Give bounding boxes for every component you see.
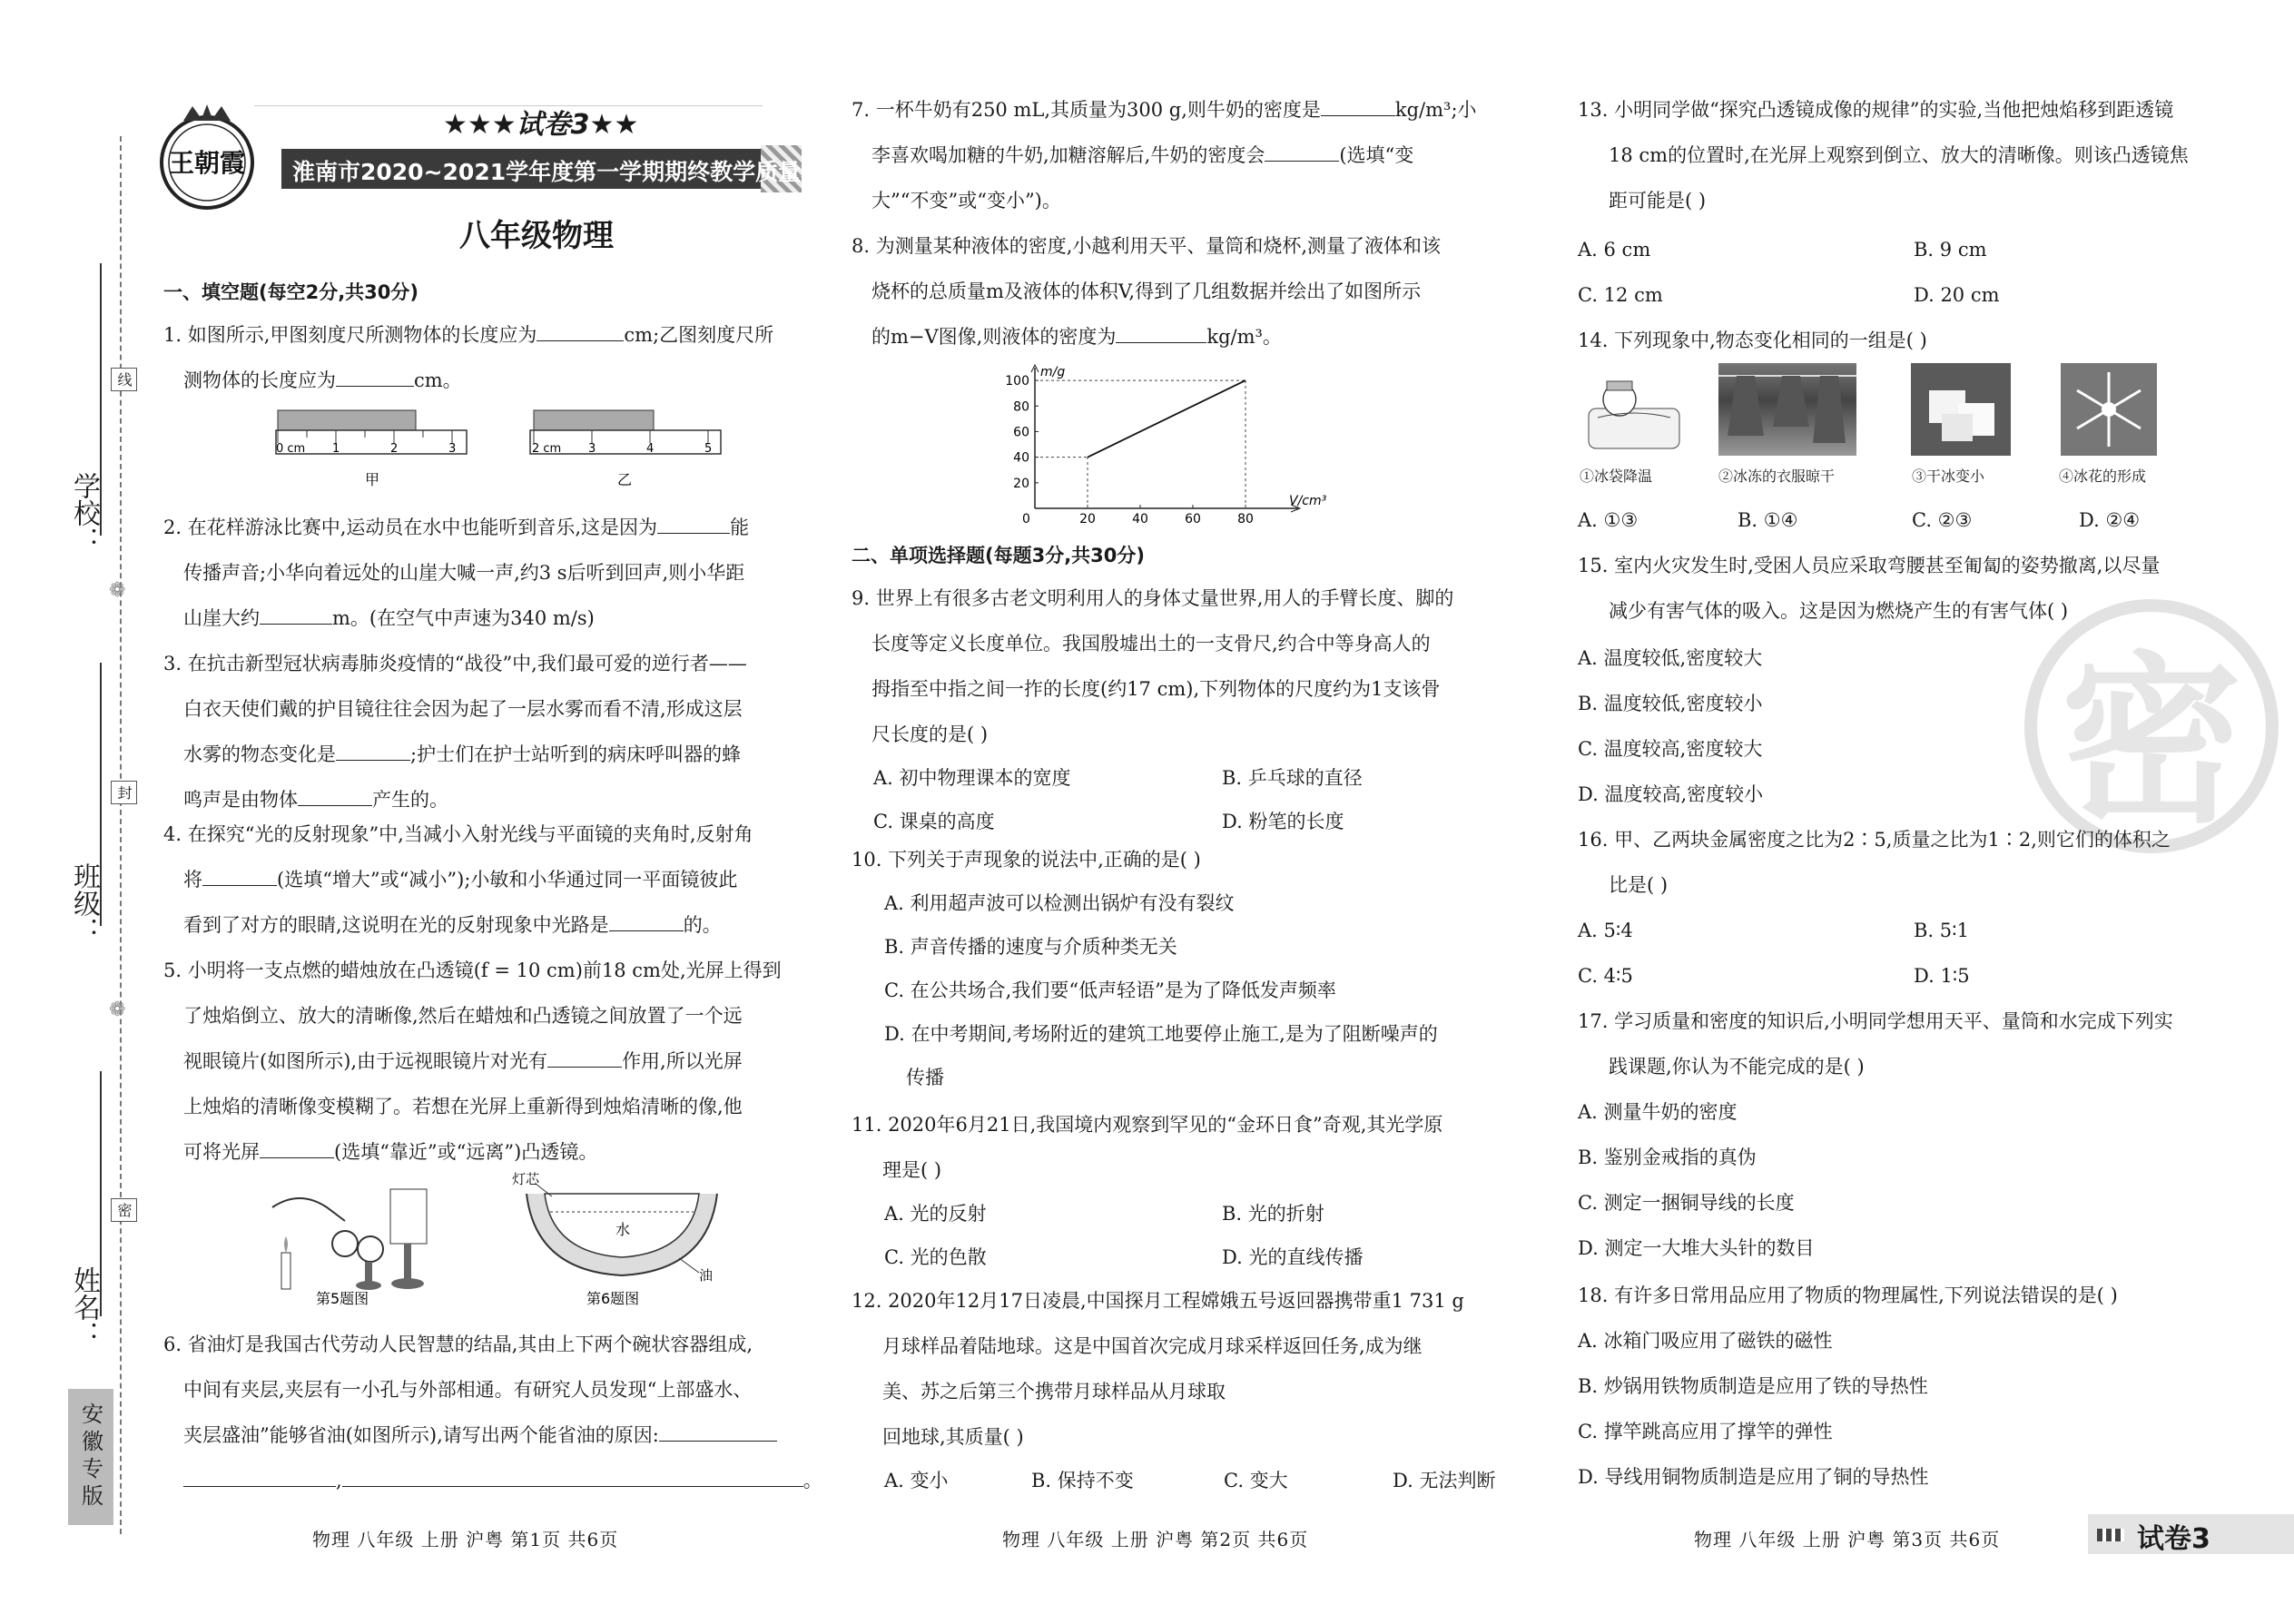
q9-option-a[interactable]: A. 初中物理课本的宽度 bbox=[873, 767, 1071, 789]
chart-x-tick-label: 60 bbox=[1185, 512, 1201, 527]
q14-caption-4: ④冰花的形成 bbox=[2059, 468, 2147, 485]
q12-option-d[interactable]: D. 无法判断 bbox=[1393, 1470, 1496, 1491]
q15-option-d[interactable]: D. 温度较高,密度较小 bbox=[1578, 783, 1764, 805]
answer-blank[interactable] bbox=[537, 320, 624, 341]
question-7: 7. 一杯牛奶有250 mL,其质量为300 g,则牛奶的密度是 kg/m³;小 李喜欢喝加糖的牛奶,加糖溶解后,牛奶的密度会 (选填“变 大”“不变”或“变小”)。 bbox=[852, 87, 1477, 223]
q11-option-c[interactable]: C. 光的色散 bbox=[884, 1246, 987, 1268]
section-choice-title: 二、单项选择题(每题3分,共30分) bbox=[852, 545, 1146, 566]
answer-blank[interactable] bbox=[1321, 95, 1395, 116]
chart-x-tick-label: 40 bbox=[1132, 512, 1148, 527]
exam-title: 淮南市2020~2021学年度第一学期期终教学质量检测试卷 bbox=[292, 159, 892, 185]
q18-option-c[interactable]: C. 撑竿跳高应用了撑竿的弹性 bbox=[1578, 1421, 1833, 1442]
fig6-wick-label: 灯芯 bbox=[512, 1171, 540, 1187]
q16-option-a[interactable]: A. 5∶4 bbox=[1578, 920, 1633, 941]
question-6: 6. 省油灯是我国古代劳动人民智慧的结晶,其由上下两个碗状容器组成, 中间有夹层,夹层有一小孔与外部相通。有研究人员发现“上部盛水、 夹层盛油”能够省油(如图所示),请写出两个能省油的原因: , 。 bbox=[163, 1334, 822, 1491]
edition-badge bbox=[68, 1389, 113, 1525]
figure-caption: 第6题图 bbox=[586, 1290, 640, 1307]
figure-6 bbox=[508, 1171, 735, 1311]
answer-blank[interactable] bbox=[1116, 322, 1206, 343]
ruler-tick: 4 bbox=[646, 442, 655, 456]
question-13: 13. 小明同学做“探究凸透镜成像的规律”的实验,当他把烛焰移到距透镜 18 cm的位置时,在光屏上观察到倒立、放大的清晰像。则该凸透镜焦 距可能是( ) bbox=[1578, 99, 2189, 212]
question-11: 11. 2020年6月21日,我国境内观察到罕见的“金环日食”奇观,其光学原 理是( ) bbox=[852, 1114, 1443, 1181]
q18-option-a[interactable]: A. 冰箱门吸应用了磁铁的磁性 bbox=[1578, 1330, 1833, 1352]
question-3: 3. 在抗击新型冠状病毒肺炎疫情的“战役”中,我们最可爱的逆行者—— 白衣天使们戴的护目镜往往会因为起了一层水雾而看不清,形成这层 水雾的物态变化是 ;护士们在护士站听到的病床呼叫器的蜂 鸣声是由物体 产生的。 bbox=[163, 653, 747, 811]
footer-page-3: 物理 八年级 上册 沪粤 第3页 共6页 bbox=[1694, 1529, 2001, 1550]
q14-option-d[interactable]: D. ②④ bbox=[2079, 509, 2141, 531]
answer-blank[interactable] bbox=[336, 740, 410, 761]
answer-blank[interactable] bbox=[298, 785, 372, 806]
chart-origin: 0 bbox=[1022, 512, 1030, 527]
q14-caption-1: ①冰袋降温 bbox=[1580, 468, 1653, 485]
brand-name: 王朝霞 bbox=[168, 148, 246, 178]
answer-blank[interactable] bbox=[260, 604, 332, 625]
question-12: 12. 2020年12月17日凌晨,中国探月工程嫦娥五号返回器携带重1 731 g 月球样品着陆地球。这是中国首次完成月球采样返回任务,成为继 美、苏之后第三个携带月球样品从月球取 回地球,其质量( ) bbox=[852, 1290, 1464, 1448]
q9-option-d[interactable]: D. 粉笔的长度 bbox=[1222, 811, 1344, 832]
q10-option-a[interactable]: A. 利用超声波可以检测出锅炉有没有裂纹 bbox=[884, 892, 1235, 914]
chart-series-line bbox=[1088, 380, 1245, 458]
q14-picture-2 bbox=[1718, 363, 1856, 456]
answer-blank[interactable] bbox=[659, 1421, 777, 1442]
answer-blank[interactable] bbox=[183, 1466, 336, 1487]
q13-option-a[interactable]: A. 6 cm bbox=[1578, 239, 1651, 261]
question-2: 2. 在花样游泳比赛中,运动员在水中也能听到音乐,这是因为 能 传播声音;小华向着远处的山崖大喊一声,约3 s后听到回声,则小华距 山崖大约 m。(在空气中声速为340 m/s) bbox=[163, 505, 749, 641]
q9-option-b[interactable]: B. 乒乓球的直径 bbox=[1222, 767, 1363, 789]
q14-caption-3: ③干冰变小 bbox=[1912, 468, 1985, 485]
class-label: 班级： bbox=[68, 862, 100, 944]
figure-label: 甲 bbox=[365, 471, 380, 488]
seal-seal-mark: 封 bbox=[111, 781, 137, 804]
q14-picture-4 bbox=[2061, 363, 2157, 456]
q14-caption-2: ②冰冻的衣服晾干 bbox=[1718, 468, 1836, 485]
watermark-char: 密 bbox=[2060, 635, 2242, 848]
ruler-tick: 2 cm bbox=[532, 442, 562, 456]
q17-option-a[interactable]: A. 测量牛奶的密度 bbox=[1578, 1101, 1738, 1123]
answer-blank[interactable] bbox=[260, 1137, 334, 1158]
question-16: 16. 甲、乙两块金属密度之比为2∶5,质量之比为1∶2,则它们的体积之 比是( ) bbox=[1578, 829, 2171, 896]
binding-line bbox=[120, 136, 122, 1534]
q12-option-a[interactable]: A. 变小 bbox=[884, 1470, 949, 1491]
q16-option-b[interactable]: B. 5∶1 bbox=[1914, 920, 1969, 941]
question-18: 18. 有许多日常用品应用了物质的物理属性,下列说法错误的是( ) bbox=[1578, 1284, 2118, 1306]
q15-option-b[interactable]: B. 温度较低,密度较小 bbox=[1578, 693, 1763, 714]
chart-y-tick-label: 60 bbox=[1013, 425, 1029, 440]
q17-option-d[interactable]: D. 测定一大堆大头针的数目 bbox=[1578, 1237, 1815, 1259]
edition-label: 安徽专版 bbox=[77, 1403, 103, 1511]
name-label: 姓名： bbox=[68, 1266, 100, 1348]
q14-option-b[interactable]: B. ①④ bbox=[1738, 509, 1798, 531]
question-4: 4. 在探究“光的反射现象”中,当减小入射光线与平面镜的夹角时,反射角 将 (选填“增大”或“减小”);小敏和小华通过同一平面镜彼此 看到了对方的眼睛,这说明在光的反射现象中光路是 的。 bbox=[163, 823, 753, 936]
ruler-figure-a bbox=[272, 407, 472, 501]
q10-option-d[interactable]: D. 在中考期间,考场附近的建筑工地要停止施工,是为了阻断噪声的 bbox=[884, 1023, 1438, 1045]
chart-y-label: m/g bbox=[1040, 365, 1066, 379]
ruler-tick: 1 bbox=[332, 442, 340, 456]
ruler-tick: 2 bbox=[390, 442, 399, 456]
question-15: 15. 室内火灾发生时,受困人员应采取弯腰甚至匍匐的姿势撤离,以尽量 减少有害气体的吸入。这是因为燃烧产生的有害气体( ) bbox=[1578, 555, 2161, 622]
q16-option-d[interactable]: D. 1∶5 bbox=[1914, 965, 1970, 987]
flower-icon: ❁ bbox=[109, 579, 126, 602]
ruler-tick: 0 cm bbox=[276, 442, 306, 456]
figure-5 bbox=[263, 1171, 445, 1311]
q10-option-b[interactable]: B. 声音传播的速度与介质种类无关 bbox=[884, 936, 1177, 958]
question-14: 14. 下列现象中,物态变化相同的一组是( ) bbox=[1578, 330, 1927, 351]
q11-option-d[interactable]: D. 光的直线传播 bbox=[1222, 1246, 1364, 1268]
seal-secret-mark: 密 bbox=[111, 1198, 137, 1222]
chart-y-tick-label: 100 bbox=[1005, 374, 1029, 389]
answer-blank[interactable] bbox=[1265, 141, 1339, 162]
chart-y-tick-label: 20 bbox=[1013, 476, 1029, 491]
chart-y-tick-label: 80 bbox=[1013, 399, 1029, 415]
fig6-water-label: 水 bbox=[615, 1221, 631, 1238]
q15-option-a[interactable]: A. 温度较低,密度较大 bbox=[1578, 647, 1763, 669]
brand-logo bbox=[156, 104, 258, 215]
q14-option-a[interactable]: A. ①③ bbox=[1578, 509, 1639, 531]
answer-blank[interactable] bbox=[657, 513, 730, 534]
ruler-tick: 5 bbox=[704, 442, 713, 456]
figure-caption: 第5题图 bbox=[316, 1290, 369, 1307]
figure-label: 乙 bbox=[617, 471, 633, 488]
question-5: 5. 小明将一支点燃的蜡烛放在凸透镜(f = 10 cm)前18 cm处,光屏上得到 了烛焰倒立、放大的清晰像,然后在蜡烛和凸透镜之间放置了一个远 视眼镜片(如图所示),由于远视眼镜片对光有 作用,所以光屏 上烛焰的清晰像变模糊了。若想在光屏上重新得到烛焰清晰的像,他 可将光屏 (选填“靠近”或“远离”)凸透镜。 bbox=[163, 960, 782, 1163]
q13-option-b[interactable]: B. 9 cm bbox=[1914, 239, 1987, 261]
watermark-seal bbox=[2024, 599, 2279, 853]
footer-tag-squares bbox=[2097, 1529, 2124, 1541]
mv-chart bbox=[989, 363, 1353, 530]
seal-line-mark: 线 bbox=[111, 368, 137, 391]
section-fill-title: 一、填空题(每空2分,共30分) bbox=[163, 281, 419, 303]
question-1: 1. 如图所示,甲图刻度尺所测物体的长度应为 cm;乙图刻度尺所 测物体的长度应为 cm。 bbox=[163, 312, 773, 403]
ruler-tick: 3 bbox=[588, 442, 596, 456]
q14-option-c[interactable]: C. ②③ bbox=[1912, 509, 1973, 531]
question-17: 17. 学习质量和密度的知识后,小明同学想用天平、量筒和水完成下列实 践课题,你认为不能完成的是( ) bbox=[1578, 1010, 2173, 1078]
chart-x-label: V/cm³ bbox=[1289, 494, 1327, 508]
ruler-tick: 3 bbox=[448, 442, 457, 456]
footer-tag: 试卷3 bbox=[2137, 1523, 2210, 1555]
chart-x-tick-label: 80 bbox=[1237, 512, 1254, 527]
q17-option-c[interactable]: C. 测定一捆铜导线的长度 bbox=[1578, 1192, 1795, 1214]
q12-option-c[interactable]: C. 变大 bbox=[1224, 1470, 1288, 1491]
q18-option-b[interactable]: B. 炒锅用铁物质制造是应用了铁的导热性 bbox=[1578, 1375, 1928, 1397]
subject-title: 八年级物理 bbox=[459, 218, 614, 254]
question-10: 10. 下列关于声现象的说法中,正确的是( ) bbox=[852, 849, 1201, 871]
fig6-oil-label: 油 bbox=[699, 1267, 714, 1284]
school-label: 学校： bbox=[68, 472, 100, 554]
paper-tag: ★★★试卷3★★ bbox=[443, 109, 639, 141]
footer-page-1: 物理 八年级 上册 沪粤 第1页 共6页 bbox=[312, 1529, 619, 1550]
q16-option-c[interactable]: C. 4∶5 bbox=[1578, 965, 1633, 987]
q9-option-c[interactable]: C. 课桌的高度 bbox=[873, 811, 995, 832]
q18-option-d[interactable]: D. 导线用铜物质制造是应用了铜的导热性 bbox=[1578, 1466, 1929, 1488]
question-8: 8. 为测量某种液体的密度,小越利用天平、量筒和烧杯,测量了液体和该 烧杯的总质量m及液体的体积V,得到了几组数据并绘出了如图所示 的m−V图像,则液体的密度为 kg/m³。 bbox=[852, 235, 1442, 348]
q13-option-c[interactable]: C. 12 cm bbox=[1578, 284, 1663, 306]
footer-page-2: 物理 八年级 上册 沪粤 第2页 共6页 bbox=[1002, 1529, 1309, 1550]
q12-option-b[interactable]: B. 保持不变 bbox=[1031, 1470, 1134, 1491]
answer-blank[interactable] bbox=[609, 910, 684, 931]
q11-option-b[interactable]: B. 光的折射 bbox=[1222, 1203, 1324, 1225]
question-9: 9. 世界上有很多古老文明利用人的身体丈量世界,用人的手臂长度、脚的 长度等定义长度单位。我国殷墟出土的一支骨尺,约合中等身高人的 拇指至中指之间一拃的长度(约17 cm),下列物体的尺度约为1支该骨 尺长度的是( ) bbox=[852, 587, 1454, 745]
q13-option-d[interactable]: D. 20 cm bbox=[1914, 284, 2000, 306]
chart-x-tick-label: 20 bbox=[1079, 512, 1096, 527]
ruler-figure-b bbox=[527, 407, 726, 501]
q14-picture-3 bbox=[1911, 363, 2011, 456]
flower-icon: ❁ bbox=[109, 999, 126, 1021]
q15-option-c[interactable]: C. 温度较高,密度较大 bbox=[1578, 738, 1763, 760]
q14-picture-1 bbox=[1580, 363, 1689, 454]
q17-option-b[interactable]: B. 鉴别金戒指的真伪 bbox=[1578, 1147, 1757, 1168]
answer-blank[interactable] bbox=[336, 366, 414, 387]
answer-blank[interactable] bbox=[202, 865, 277, 886]
chart-y-tick-label: 40 bbox=[1013, 450, 1029, 466]
q11-option-a[interactable]: A. 光的反射 bbox=[884, 1203, 987, 1225]
answer-blank[interactable] bbox=[547, 1047, 622, 1068]
answer-blank[interactable] bbox=[342, 1466, 803, 1487]
q10-option-c[interactable]: C. 在公共场合,我们要“低声轻语”是为了降低发声频率 bbox=[884, 979, 1336, 1001]
q10-option-d-cont: 传播 bbox=[906, 1067, 944, 1088]
